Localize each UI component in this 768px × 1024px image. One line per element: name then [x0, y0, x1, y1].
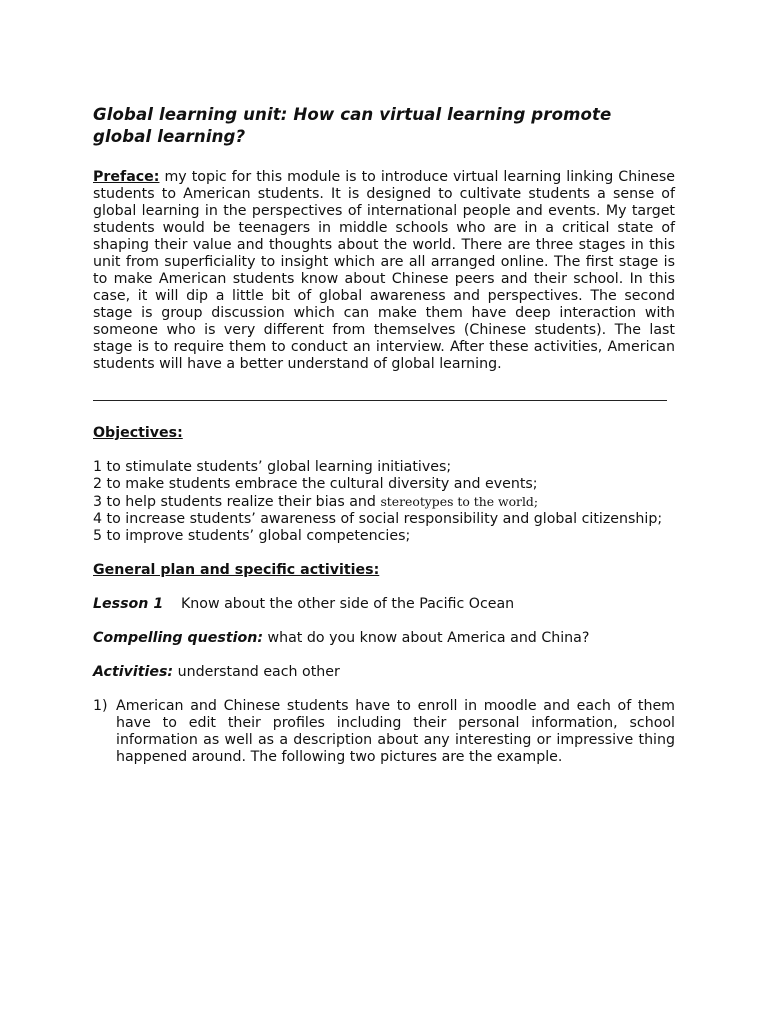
activities-line — [93, 664, 675, 681]
activity-item-text: American and Chinese students have to enroll in moodle and each of them have to edit their profiles including their personal information, school information as well as a description about any interesting or impressive thing happened around. The following two pictures are the example. — [116, 698, 675, 765]
compelling-question-label: Compelling question: — [93, 630, 263, 646]
objectives-list — [93, 459, 675, 545]
activities-text: understand each other — [173, 664, 340, 680]
preface-text: my topic for this module is to introduce virtual learning linking Chinese students to American students. It is designed to cultivate students a sense of global learning in the perspectives of international people and events. My target students would be teenagers in middle schools who are in a critical state of shaping their value and thoughts about the world. There are three stages in this unit from superficiality to insight which are all arranged online. The first stage is to make American students know about Chinese peers and their school. In this case, it will dip a little bit of global awareness and perspectives. The second stage is group discussion which can make them have deep interaction with someone who is very different from themselves (Chinese students). The last stage is to require them to conduct an interview. After these activities, American students will have a better understand of global learning. — [93, 169, 675, 372]
objective-item: 1 to stimulate students’ global learning initiatives; — [93, 459, 452, 475]
objective-3-serif-tail: stereotypes to the world; — [380, 494, 539, 509]
preface-paragraph — [93, 169, 675, 373]
document-page — [93, 104, 675, 766]
objective-item: 2 to make students embrace the cultural diversity and events; — [93, 476, 538, 492]
activity-item-1 — [93, 698, 675, 766]
lesson-line — [93, 596, 675, 613]
objective-item: 5 to improve students’ global competencies; — [93, 528, 411, 544]
activity-item-number: 1) — [93, 698, 108, 714]
objective-3-text: 3 to help students realize their bias and — [93, 494, 381, 510]
objective-item — [93, 493, 675, 511]
activities-label: Activities: — [93, 664, 174, 680]
compelling-question-line — [93, 630, 675, 647]
horizontal-rule-line — [93, 400, 667, 401]
lesson-title: Know about the other side of the Pacific Ocean — [181, 596, 515, 612]
preface-label: Preface: — [93, 169, 160, 185]
lesson-label: Lesson 1 — [93, 596, 164, 612]
horizontal-rule — [93, 390, 675, 407]
compelling-question-text: what do you know about America and China? — [263, 630, 590, 646]
plan-heading: General plan and specific activities: — [93, 562, 380, 578]
objectives-heading: Objectives: — [93, 425, 183, 441]
document-title: Global learning unit: How can virtual learning promote global learning? — [93, 105, 612, 146]
objective-item: 4 to increase students’ awareness of social responsibility and global citizenship; — [93, 511, 663, 527]
